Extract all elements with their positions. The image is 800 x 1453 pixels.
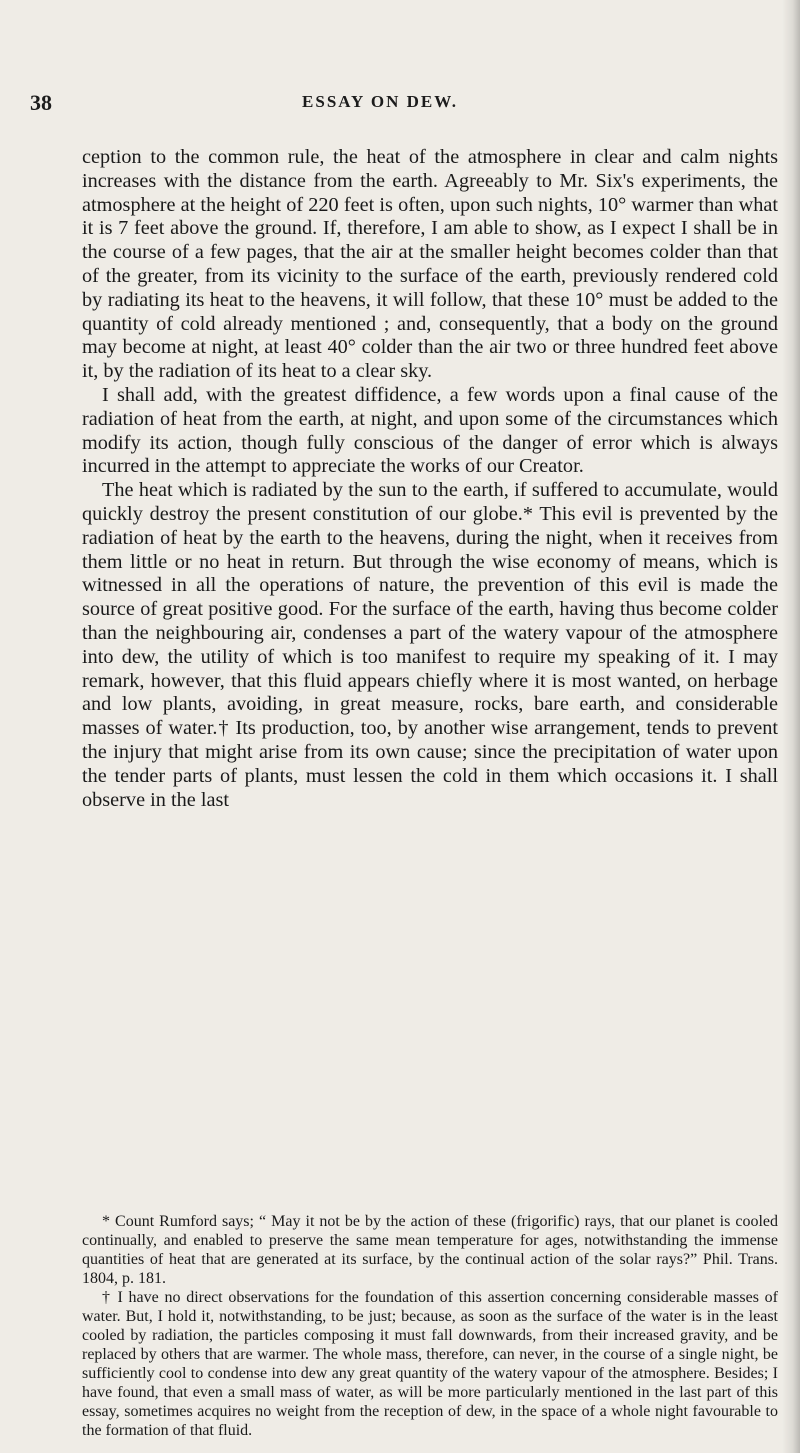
paragraph: ception to the common rule, the heat of the atmosphere in clear and calm nights increases with the distance from the earth. Agreeably to Mr. Six's experiments, the atmosphere at the height of 220 feet is often, upon such nights, 10° warmer than what it is 7 feet above the ground. If, therefore, I am able to show, as I expect I shall be in the course of a few pages, that the air at the smaller height becomes colder than that of the greater, from its vicinity to the surface of the earth, previously rendered cold by radiating its heat to the heavens, it will follow, that these 10° must be added to the quantity of cold already mentioned ; and, consequently, that a body on the ground may become at night, at least 40° colder than the air two or three hundred feet above it, by the radiation of its heat to a clear sky. xyxy=(82,146,778,383)
page-header xyxy=(30,90,730,116)
page-edge-shadow xyxy=(782,0,800,1453)
paragraph: The heat which is radiated by the sun to the earth, if suffered to accumulate, would quickly destroy the present constitution of our globe.* This evil is prevented by the radiation of heat by the earth to the heavens, during the night, when it receives from them little or no heat in return. But through the wise economy of means, which is witnessed in all the operations of nature, the prevention of this evil is made the source of great positive good. For the surface of the earth, having thus become colder than the neighbouring air, condenses a part of the watery vapour of the atmosphere into dew, the utility of which is too manifest to require my speaking of it. I may remark, however, that this fluid appears chiefly where it is most wanted, on herbage and low plants, avoiding, in great measure, rocks, bare earth, and considerable masses of water.† Its production, too, by another wise arrangement, tends to prevent the injury that might arise from its own cause; since the precipitation of water upon the tender parts of plants, must lessen the cold in them which occasions it. I shall observe in the last xyxy=(82,479,778,811)
running-title: ESSAY ON DEW. xyxy=(302,92,458,111)
body-text xyxy=(82,146,778,812)
page-number: 38 xyxy=(30,90,52,115)
footnotes xyxy=(82,1212,778,1440)
paragraph: I shall add, with the greatest diffidence, a few words upon a final cause of the radiation of heat from the earth, at night, and upon some of the circumstances which modify its action, though fully conscious of the danger of error which is always incurred in the attempt to appreciate the works of our Creator. xyxy=(82,383,778,478)
footnote: † I have no direct observations for the foundation of this assertion concerning considerable masses of water. But, I hold it, notwithstanding, to be just; because, as soon as the surface of the water is in the least cooled by radiation, the particles composing it must fall downwards, from their increased gravity, and be replaced by others that are warmer. The whole mass, therefore, can never, in the course of a single night, be sufficiently cool to condense into dew any great quantity of the watery vapour of the atmosphere. Besides; I have found, that even a small mass of water, as will be more particularly mentioned in the last part of this essay, sometimes acquires no weight from the reception of dew, in the space of a whole night favourable to the formation of that fluid. xyxy=(82,1289,778,1439)
footnote: * Count Rumford says; “ May it not be by the action of these (frigorific) rays, that our planet is cooled continually, and enabled to preserve the same mean temperature for ages, notwithstanding the immense quantities of heat that are generated at its surface, by the continual action of the solar rays?” Phil. Trans. 1804, p. 181. xyxy=(82,1213,778,1287)
